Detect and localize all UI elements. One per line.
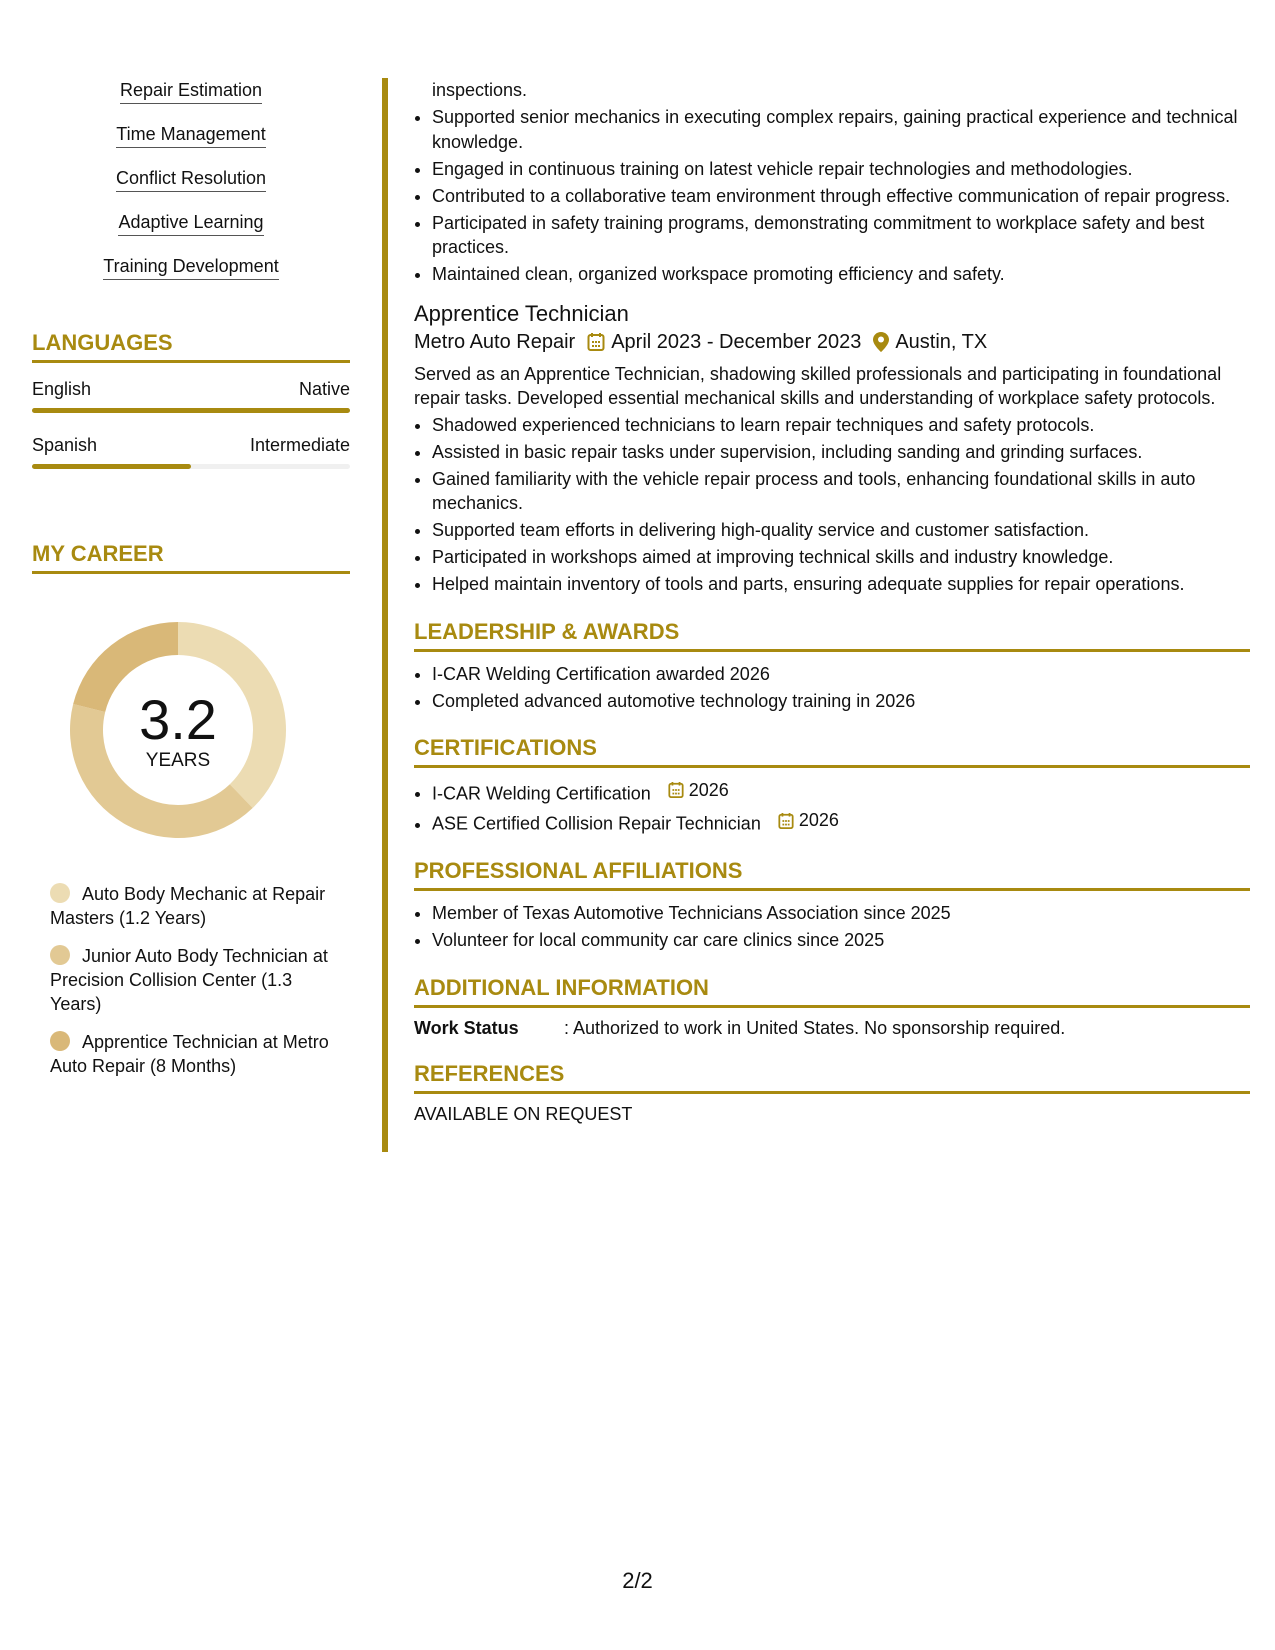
skill-tag: Repair Estimation [120, 78, 262, 104]
language-name: English [32, 379, 92, 399]
list-item: • Engaged in continuous training on latest vehicle repair technologies and methodologies. [432, 157, 1250, 182]
affiliations-list [414, 901, 1250, 953]
legend-dot [50, 883, 70, 903]
list-item: inspections. [432, 80, 528, 100]
page-number: 2/2 [622, 1568, 653, 1593]
proficiency-bar-fill [32, 408, 350, 413]
leadership-list [414, 662, 1250, 714]
language-english [32, 379, 350, 413]
proficiency-bar [32, 408, 350, 413]
list-item [432, 778, 1250, 806]
job-location: Austin, TX [895, 330, 988, 353]
legend-label: Auto Body Mechanic at Repair Masters (1.2 Years) [50, 884, 326, 928]
skill-tag: Time Management [116, 122, 265, 148]
legend-dot [50, 1031, 70, 1051]
list-item: • Gained familiarity with the vehicle repair process and tools, enhancing foundational skills in auto mechanics. [432, 467, 1250, 516]
legend-label: Apprentice Technician at Metro Auto Repair (8 Months) [50, 1032, 329, 1076]
list-item [432, 808, 1250, 836]
job-meta [414, 331, 1250, 354]
skill-tag: Training Development [103, 254, 278, 280]
career-donut-chart [66, 618, 290, 842]
job-bullets [414, 413, 1250, 597]
skill-tag: Conflict Resolution [116, 166, 266, 192]
skills-list [32, 78, 350, 280]
career-heading: MY CAREER [32, 541, 350, 574]
job-dates: April 2023 - December 2023 [611, 330, 862, 353]
list-item: • Supported team efforts in delivering high-quality service and customer satisfaction. [432, 518, 1250, 543]
job-company: Metro Auto Repair [414, 330, 576, 353]
main-content [414, 78, 1250, 1125]
column-divider [382, 78, 388, 1152]
language-level: Intermediate [249, 435, 350, 455]
language-level: Native [298, 379, 350, 399]
work-status-value: : Authorized to work in United States. No sponsorship required. [564, 1017, 1066, 1038]
list-item: • Maintained clean, organized workspace promoting efficiency and safety. [432, 262, 1250, 287]
previous-job-bullets [414, 78, 1250, 287]
legend-dot [50, 945, 70, 965]
calendar-icon [587, 332, 605, 352]
list-item: • Shadowed experienced technicians to learn repair techniques and safety protocols. [432, 413, 1250, 438]
list-item: • Participated in workshops aimed at improving technical skills and industry knowledge. [432, 545, 1250, 570]
cert-name: ASE Certified Collision Repair Technician [432, 813, 761, 834]
cert-year: 2026 [688, 780, 729, 800]
career-total: 3.2 [139, 688, 217, 751]
affiliations-heading: PROFESSIONAL AFFILIATIONS [414, 858, 1250, 891]
cert-year: 2026 [798, 810, 839, 831]
language-name: Spanish [32, 435, 98, 455]
list-item: • Assisted in basic repair tasks under supervision, including sanding and grinding surfaces. [432, 440, 1250, 465]
career-legend [32, 882, 335, 1078]
sidebar [32, 78, 350, 1092]
leadership-heading: LEADERSHIP & AWARDS [414, 619, 1250, 652]
list-item [32, 78, 350, 104]
certifications-list [414, 778, 1250, 836]
list-item: • I-CAR Welding Certification awarded 2026 [432, 662, 1250, 687]
list-item: • Participated in safety training programs, demonstrating commitment to workplace safety and best practices. [432, 211, 1250, 260]
legend-item [50, 944, 335, 1016]
list-item: • Volunteer for local community car care clinics since 2025 [432, 928, 1250, 953]
list-item [32, 122, 350, 148]
list-item: • Member of Texas Automotive Technicians Association since 2025 [432, 901, 1250, 926]
job-title: Apprentice Technician [414, 300, 629, 326]
work-status-row [414, 1018, 1250, 1039]
list-item [32, 166, 350, 192]
work-status-label: Work Status [414, 1017, 519, 1038]
additional-info-heading: ADDITIONAL INFORMATION [414, 975, 1250, 1008]
list-item [32, 210, 350, 236]
list-item: • Completed advanced automotive technology training in 2026 [432, 689, 1250, 714]
legend-label: Junior Auto Body Technician at Precision Collision Center (1.3 Years) [50, 946, 328, 1014]
legend-item [50, 1030, 335, 1078]
location-pin-icon [873, 332, 889, 352]
certifications-heading: CERTIFICATIONS [414, 735, 1250, 768]
proficiency-bar [32, 464, 350, 469]
references-text: AVAILABLE ON REQUEST [414, 1103, 633, 1124]
list-item: • Supported senior mechanics in executing complex repairs, gaining practical experience and technical knowledge. [432, 105, 1250, 154]
references-heading: REFERENCES [414, 1061, 1250, 1094]
list-item: • Helped maintain inventory of tools and parts, ensuring adequate supplies for repair operations. [432, 572, 1250, 597]
calendar-icon [668, 781, 684, 799]
job-description: Served as an Apprentice Technician, shadowing skilled professionals and participating in foundational repair tasks. Developed essential mechanical skills and understanding of workplace safety protocols. [414, 363, 1222, 408]
proficiency-bar-fill [32, 464, 191, 469]
legend-item [50, 882, 335, 930]
cert-name: I-CAR Welding Certification [432, 783, 651, 804]
list-item [32, 254, 350, 280]
calendar-icon [778, 812, 794, 830]
career-unit: YEARS [145, 750, 211, 771]
languages-heading: LANGUAGES [32, 330, 350, 363]
skill-tag: Adaptive Learning [118, 210, 263, 236]
list-item: • Contributed to a collaborative team environment through effective communication of repair progress. [432, 184, 1250, 209]
language-spanish [32, 435, 350, 469]
